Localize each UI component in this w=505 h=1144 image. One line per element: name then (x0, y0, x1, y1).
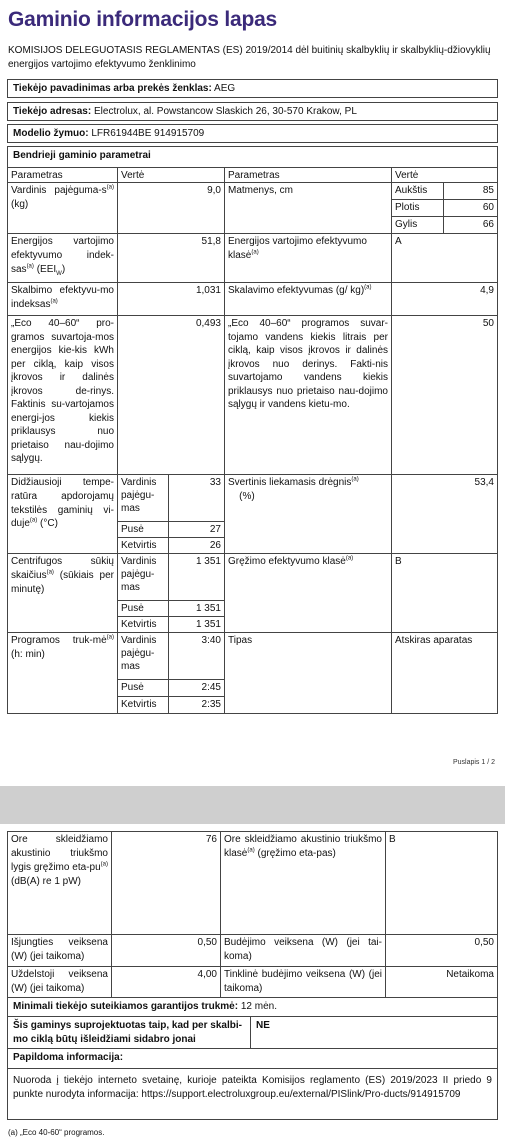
noise-class-value: B (385, 831, 498, 935)
energy-per-cycle-value: 0,493 (117, 315, 225, 475)
moisture-value: 53,4 (391, 474, 498, 554)
supplier-address-label: Tiekėjo adresas: (13, 106, 92, 117)
warranty-row (7, 997, 498, 1017)
silver-ions-value: NE (250, 1016, 498, 1049)
eei-label: Energijos vartojimo efektyvumo indek-sas$^{(a)}$ $(EEI_W)$ (7, 233, 118, 283)
type-value: Atskiras aparatas (391, 632, 498, 714)
delay-start-value: 4,00 (111, 966, 221, 998)
wash-index-label: Skalbimo efektyvu-mo indeksas$^{(a)}$ (7, 282, 118, 316)
spin-quarter-value: 1 351 (168, 616, 225, 633)
rinse-value: 4,9 (391, 282, 498, 316)
off-mode-label: Išjungties veiksena (W) (jei taikoma) (7, 934, 112, 967)
water-per-cycle-value: 50 (391, 315, 498, 475)
dimensions-label: Matmenys, cm (224, 182, 392, 234)
spin-half-value: 1 351 (168, 600, 225, 617)
model-value: LFR61944BE 914915709 (91, 128, 205, 139)
duration-quarter-value: 2:35 (168, 696, 225, 714)
noise-value: 76 (111, 831, 221, 935)
spin-half-label: Pusė (117, 600, 169, 617)
warranty-label: Minimali tiekėjo suteikiamos garantijos trukmė: (13, 1001, 239, 1012)
page-title: Gaminio informacijos lapas (8, 8, 278, 31)
regulation-subtitle: KOMISIJOS DELEGUOTASIS REGLAMENTAS (ES) 2019/2014 dėl buitinių skalbyklių ir skalbyklių-džiovyklių energijos vartojimo efektyvumo ženklinimo (8, 45, 491, 70)
depth-value: 66 (443, 216, 498, 234)
supplier-address-row (7, 102, 498, 121)
noise-label: Ore skleidžiamo akustinio triukšmo lygis gręžimo eta-$pu^{(a)}$ (dB(A) re 1 pW) (7, 831, 112, 935)
standby-label: Budėjimo veiksena (W) (jei tai-koma) (220, 934, 386, 967)
width-value: 60 (443, 199, 498, 217)
spin-rated-value: 1 351 (168, 553, 225, 601)
network-standby-label: Tinklinė budėjimo veiksena (W) (jei taikoma) (220, 966, 386, 998)
width-label: Plotis (391, 199, 444, 217)
energy-per-cycle-label: „Eco 40–60“ pro-gramos suvartoja-mos energijos kie-kis kWh per ciklą, kaip visos įkrovos ir dalinės įkrovos de-rinys. Faktinis su-vartojamos energi-jos kiekis priklausys nuo prietaiso nau-dojimo sąlygų. (7, 315, 118, 475)
rinse-label: Skalavimo efektyvumas (g/ kg)$^{(a)}$ (224, 282, 392, 316)
duration-half-value: 2:45 (168, 679, 225, 697)
extra-info-text: Nuoroda į tiekėjo interneto svetainę, kurioje pateikta Komisijos reglamento (ES) 2019/2023 II priedo 9 punkte nurodyta informacija: https://support.electroluxgroup.eu/external/PISlink/Pro-ducts/914915709 (7, 1068, 498, 1120)
height-label: Aukštis (391, 182, 444, 200)
noise-class-label: Ore skleidžiamo akustinio triukšmo klasė$^{(a)}$ (gręžimo eta-pas) (220, 831, 386, 935)
water-per-cycle-label: „Eco 40–60“ programos suvar-tojamo vandens kiekis litrais per ciklą, kaip visos įkrovos ir dalinės įkrovos nuo derinys. Fakti-nis suvartojamo vandens kiekis priklausys nuo prietaiso nau-dojimo sąlygų ir vandens kietu-mo. (224, 315, 392, 475)
type-label: Tipas (224, 632, 392, 714)
duration-rated-value: 3:40 (168, 632, 225, 680)
supplier-name-row (7, 79, 498, 98)
capacity-label: Vardinis pajėguma-$s^{(a)}$ (kg) (7, 182, 118, 234)
network-standby-value: Netaikoma (385, 966, 498, 998)
depth-label: Gylis (391, 216, 444, 234)
energy-class-label: Energijos vartojimo efektyvumo klasė$^{(a)}$ (224, 233, 392, 283)
silver-ions-label: Šis gaminys suprojektuotas taip, kad per skalbi-mo ciklą būtų išleidžiami sidabro jonai (7, 1016, 251, 1049)
footnote: (a) „Eco 40-60“ programos. (8, 1128, 105, 1137)
page-separator (0, 786, 505, 824)
off-mode-value: 0,50 (111, 934, 221, 967)
warranty-value: 12 mėn. (240, 1001, 277, 1012)
duration-label: Programos truk-$mė^{(a)}$ (h: min) (7, 632, 118, 714)
spin-speed-label: Centrifugos sūkių skaičius$^{(a)}$ (sūkiais per minutę) (7, 553, 118, 633)
energy-class-value: A (391, 233, 498, 283)
supplier-name-label: Tiekėjo pavadinimas arba prekės ženklas: (13, 83, 212, 94)
moisture-label: Svertinis liekamasis drėgnis$^{(a)}$ (%) (224, 474, 392, 554)
model-label: Modelio žymuo: (13, 128, 89, 139)
standby-value: 0,50 (385, 934, 498, 967)
header-value-2: Vertė (391, 167, 498, 183)
page-number: Puslapis 1 / 2 (452, 759, 495, 766)
extra-info-label: Papildoma informacija: (7, 1048, 498, 1069)
temp-rated-label: Vardinis pajėgu-mas (117, 474, 169, 522)
model-row (7, 124, 498, 143)
duration-rated-label: Vardinis pajėgu-mas (117, 632, 169, 680)
supplier-address-value: Electrolux, al. Powstancow Slaskich 26, 30-570 Krakow, PL (93, 106, 357, 117)
spin-class-label: Gręžimo efektyvumo klasė$^{(a)}$ (224, 553, 392, 633)
wash-index-value: 1,031 (117, 282, 225, 316)
header-param-1: Parametras (7, 167, 118, 183)
height-value: 85 (443, 182, 498, 200)
page-2 (0, 824, 505, 1144)
header-param-2: Parametras (224, 167, 392, 183)
section-title: Bendrieji gaminio parametrai (7, 146, 498, 167)
spin-class-value: B (391, 553, 498, 633)
temp-quarter-value: 26 (168, 537, 225, 554)
supplier-name-value: AEG (214, 83, 236, 94)
temperature-label: Didžiausioji tempe-ratūra apdorojamų tekstilės gaminių vi-duje$^{(a)}$ (°C) (7, 474, 118, 554)
temp-half-value: 27 (168, 521, 225, 538)
eei-value: 51,8 (117, 233, 225, 283)
capacity-value: 9,0 (117, 182, 225, 234)
duration-half-label: Pusė (117, 679, 169, 697)
spin-quarter-label: Ketvirtis (117, 616, 169, 633)
temp-rated-value: 33 (168, 474, 225, 522)
spin-rated-label: Vardinis pajėgu-mas (117, 553, 169, 601)
duration-quarter-label: Ketvirtis (117, 696, 169, 714)
header-value-1: Vertė (117, 167, 225, 183)
temp-quarter-label: Ketvirtis (117, 537, 169, 554)
temp-half-label: Pusė (117, 521, 169, 538)
delay-start-label: Uždelstoji veiksena (W) (jei taikoma) (7, 966, 112, 998)
